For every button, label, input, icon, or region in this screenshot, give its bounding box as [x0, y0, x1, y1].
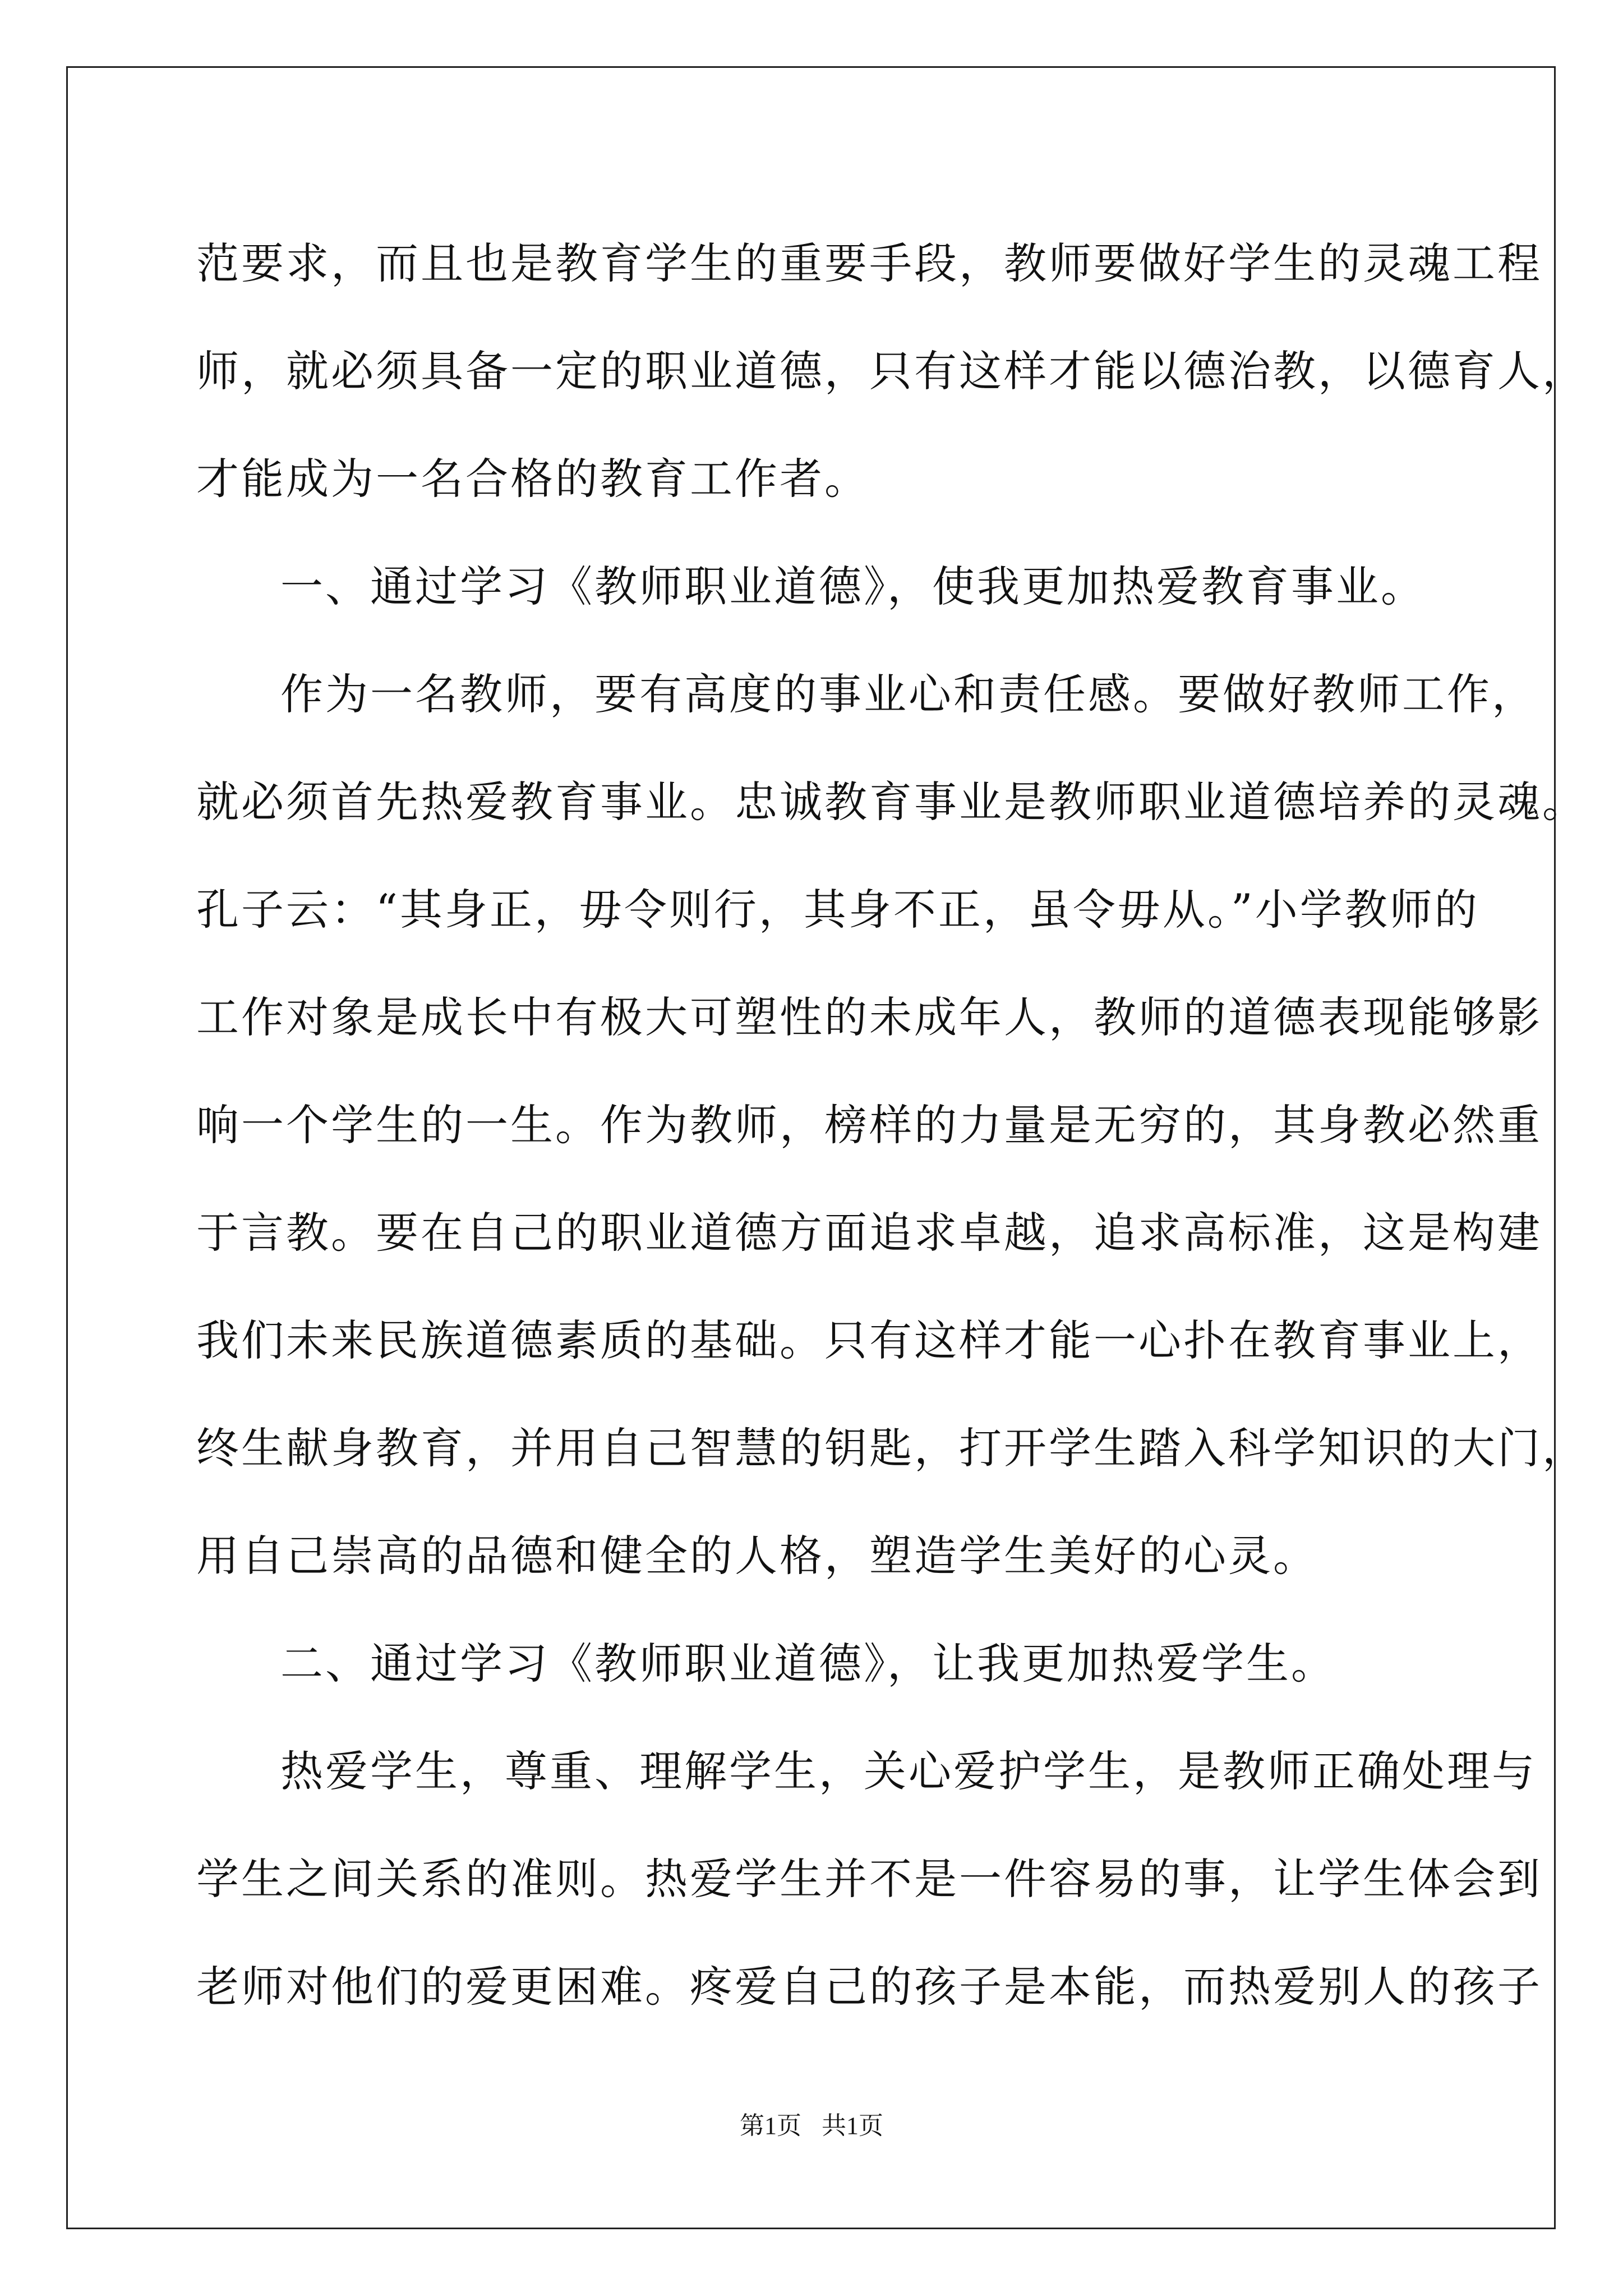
text-line: 作为一名教师，要有高度的事业心和责任感。要做好教师工作， [280, 669, 1537, 719]
text-line: 终生献身教育，并用自己智慧的钥匙，打开学生踏入科学知识的大门， [196, 1423, 1587, 1473]
text-line: 热爱学生，尊重、理解学生，关心爱护学生，是教师正确处理与 [280, 1746, 1537, 1796]
text-line: 学生之间关系的准则。热爱学生并不是一件容易的事，让学生体会到 [196, 1854, 1542, 1904]
text-line: 孔子云：“其身正，毋令则行，其身不正，虽令毋从。”小学教师的 [196, 885, 1479, 935]
text-line: 我们未来民族道德素质的基础。只有这样才能一心扑在教育事业上， [196, 1315, 1542, 1365]
text-line: 范要求，而且也是教育学生的重要手段，教师要做好学生的灵魂工程 [196, 238, 1542, 288]
text-line: 用自己崇高的品德和健全的人格，塑造学生美好的心灵。 [196, 1531, 1318, 1581]
text-line: 就必须首先热爱教育事业。忠诚教育事业是教师职业道德培养的灵魂。 [196, 777, 1587, 827]
text-line: 工作对象是成长中有极大可塑性的未成年人，教师的道德表现能够影 [196, 992, 1542, 1042]
text-line: 响一个学生的一生。作为教师，榜样的力量是无穷的，其身教必然重 [196, 1100, 1542, 1150]
page-footer [0, 2109, 1623, 2143]
text-line: 老师对他们的爱更困难。疼爱自己的孩子是本能，而热爱别人的孩子 [196, 1962, 1542, 2012]
section-heading: 一、通过学习《教师职业道德》，使我更加热爱教育事业。 [280, 562, 1426, 611]
text-line: 师，就必须具备一定的职业道德，只有这样才能以德治教，以德育人， [196, 346, 1587, 396]
text-line: 于言教。要在自己的职业道德方面追求卓越，追求高标准，这是构建 [196, 1208, 1542, 1258]
page-number: 第1页 [740, 2112, 801, 2139]
section-heading: 二、通过学习《教师职业道德》，让我更加热爱学生。 [280, 1639, 1336, 1688]
page-count: 共1页 [822, 2112, 883, 2139]
text-line: 才能成为一名合格的教育工作者。 [196, 454, 869, 504]
